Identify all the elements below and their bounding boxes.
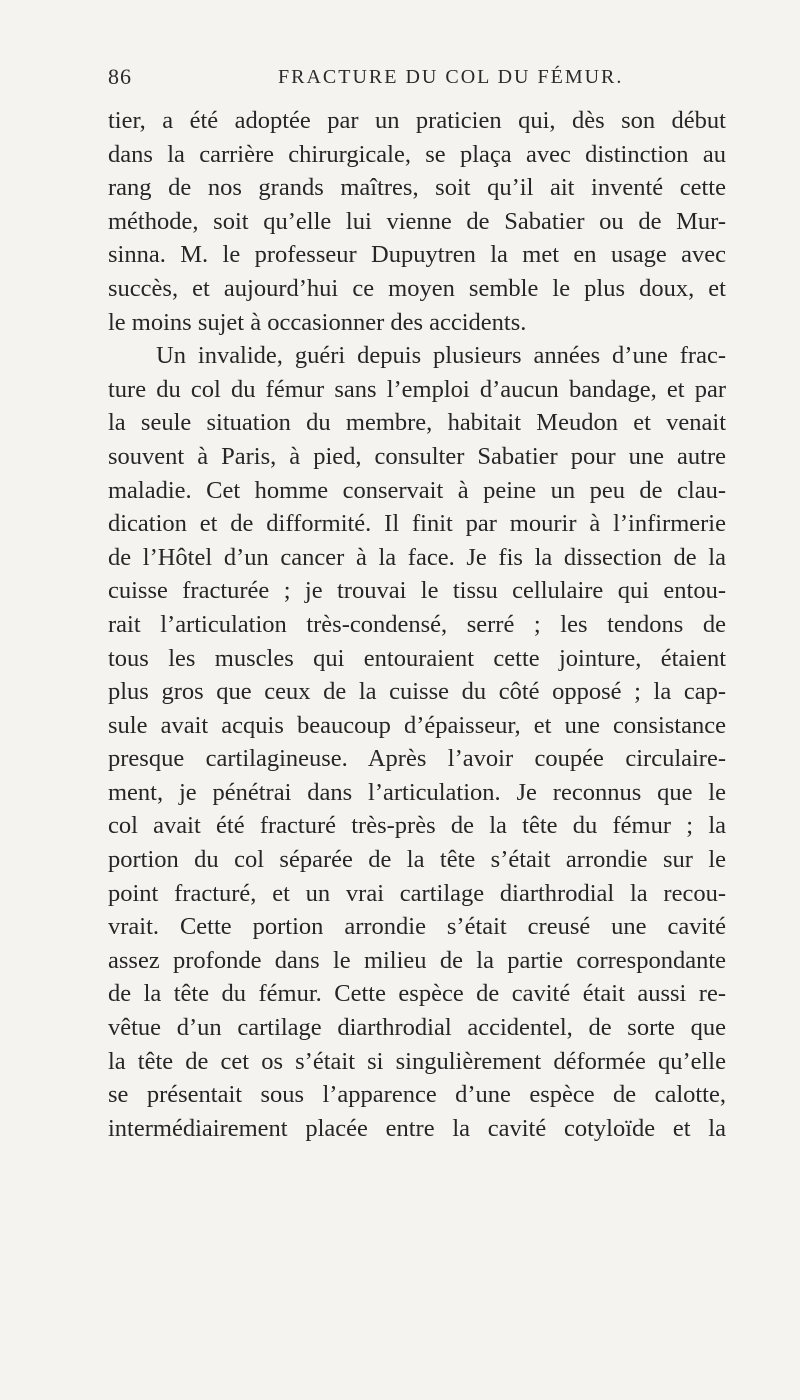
text-line: vrait. Cette portion arrondie s’était creusé une cavité [108,913,726,941]
text-line: tier, a été adoptée par un praticien qui, dès son début [108,107,726,134]
body-text [108,104,726,1145]
text-line: portion du col séparée de la tête s’était arrondie sur le [108,846,726,874]
text-line: rang de nos grands maîtres, soit qu’il ait inventé cette [108,174,726,202]
text-line: point fracturé, et un vrai cartilage diarthrodial la recou- [108,879,726,907]
text-line: dication et de difformité. Il finit par mourir à l’infirmerie [108,510,726,538]
text-line: dans la carrière chirurgicale, se plaça avec distinction au [108,140,726,168]
text-line: presque cartilagineuse. Après l’avoir coupée circulaire- [108,745,726,773]
text-line: ment, je pénétrai dans l’articulation. Je reconnus que le [108,778,726,806]
text-line: de la tête du fémur. Cette espèce de cavité était aussi re- [108,980,726,1008]
text-line: souvent à Paris, à pied, consulter Sabatier pour une autre [108,442,726,470]
page-number: 86 [108,64,132,89]
text-line: Un invalide, guéri depuis plusieurs années d’une frac- [156,342,726,370]
text-line: se présentait sous l’apparence d’une espèce de calotte, [108,1081,726,1109]
text-line: tous les muscles qui entouraient cette jointure, étaient [108,644,726,672]
text-line: intermédiairement placée entre la cavité cotyloïde et la [108,1114,726,1142]
text-line: plus gros que ceux de la cuisse du côté opposé ; la cap- [108,678,726,706]
text-line: rait l’articulation très-condensé, serré ; les tendons de [108,610,726,638]
text-line: ture du col du fémur sans l’emploi d’aucun bandage, et par [108,375,726,403]
text-line: méthode, soit qu’elle lui vienne de Sabatier ou de Mur- [108,207,726,235]
text-line: vêtue d’un cartilage diarthrodial accidentel, de sorte que [108,1014,726,1042]
text-line: sule avait acquis beaucoup d’épaisseur, et une consistance [108,711,726,739]
text-line: sinna. M. le professeur Dupuytren la met en usage avec [108,241,726,269]
text-line: succès, et aujourd’hui ce moyen semble le plus doux, et [108,274,726,302]
text-line: col avait été fracturé très-près de la tête du fémur ; la [108,812,726,840]
page-header [108,64,726,104]
text-line: la seule situation du membre, habitait Meudon et venait [108,409,726,437]
text-line: cuisse fracturée ; je trouvai le tissu cellulaire qui entou- [108,577,726,605]
text-line: de l’Hôtel d’un cancer à la face. Je fis la dissection de la [108,543,726,571]
text-line: la tête de cet os s’était si singulièrement déformée qu’elle [108,1047,726,1075]
running-title: FRACTURE DU COL DU FÉMUR. [278,66,624,88]
text-line: le moins sujet à occasionner des accidents. [108,308,527,336]
text-line: assez profonde dans le milieu de la partie correspondante [108,946,726,974]
text-line: maladie. Cet homme conservait à peine un peu de clau- [108,476,726,504]
